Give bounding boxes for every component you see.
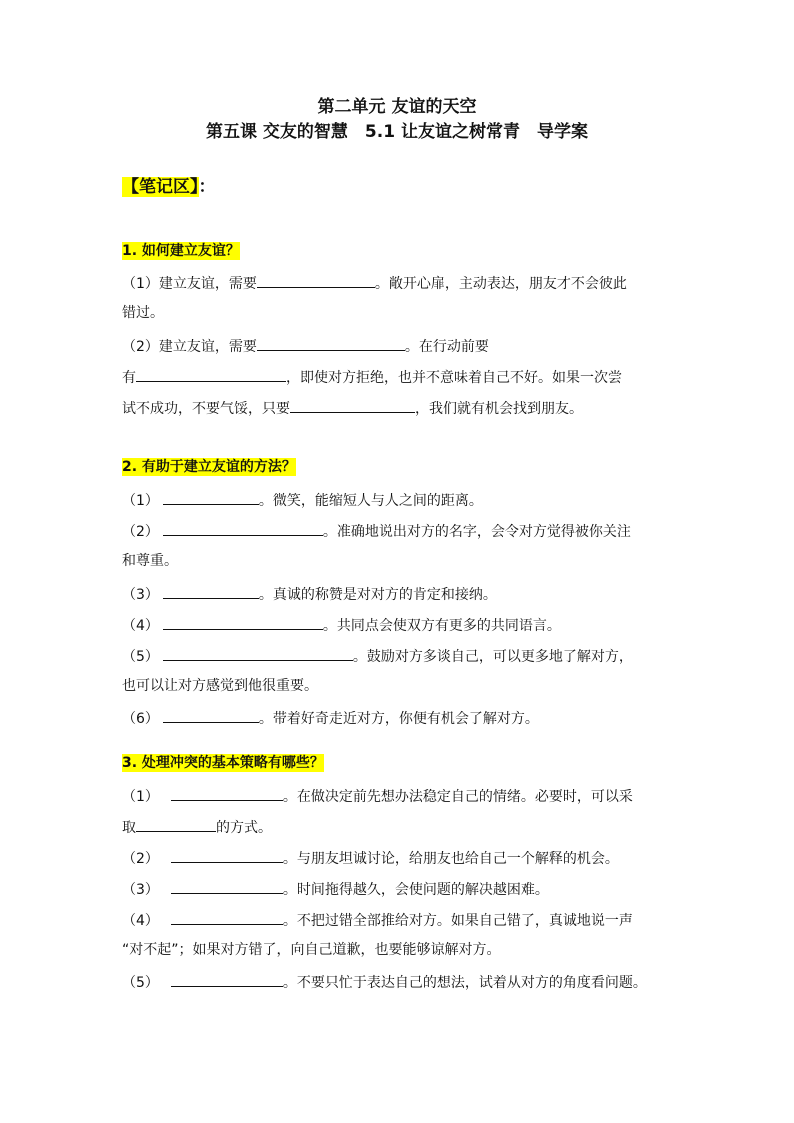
s3-item-1 (122, 786, 682, 806)
unit-title: 第二单元 友谊的天空 (317, 97, 477, 117)
s1-text: ，即使对方拒绝，也并不意味着自己不好。如果一次尝 (286, 370, 622, 386)
item-number: （5） (122, 649, 159, 665)
item-text: 取 (122, 820, 136, 836)
s2-item-5-cont: 也可以让对方感觉到他很重要。 (122, 678, 318, 694)
item-number: （1） (122, 789, 159, 805)
answer-blank[interactable] (136, 817, 216, 832)
notes-label: 【笔记区】 (122, 177, 199, 197)
s1-line-4 (122, 367, 682, 387)
answer-blank[interactable] (163, 646, 353, 661)
section-1-title: 1. 如何建立友谊？ (122, 243, 240, 259)
item-text: 。微笑，能缩短人与人之间的距离。 (258, 493, 483, 509)
s1-line-5 (122, 398, 682, 418)
item-text: 。鼓励对方多谈自己，可以更多地了解对方， (352, 649, 633, 665)
s1-text: 有 (122, 370, 136, 386)
item-number: （3） (122, 587, 159, 603)
s2-item-3 (122, 584, 682, 604)
answer-blank[interactable] (163, 584, 259, 599)
answer-blank[interactable] (171, 848, 283, 863)
s3-item-2 (122, 848, 682, 868)
item-number: （3） (122, 882, 159, 898)
answer-blank[interactable] (171, 910, 283, 925)
answer-blank[interactable] (171, 972, 283, 987)
s2-item-6 (122, 708, 682, 728)
item-number: （4） (122, 618, 159, 634)
item-text: 的方式。 (216, 820, 272, 836)
answer-blank[interactable] (163, 521, 323, 536)
item-number: （1） (122, 493, 159, 509)
lesson-title: 第五课 交友的智慧 5.1 让友谊之树常青 导学案 (206, 122, 588, 142)
answer-blank[interactable] (163, 490, 259, 505)
s2-item-4 (122, 615, 682, 635)
s1-text: 试不成功，不要气馁，只要 (122, 401, 290, 417)
answer-blank[interactable] (163, 708, 259, 723)
answer-blank[interactable] (171, 786, 283, 801)
answer-blank[interactable] (257, 336, 405, 351)
s2-item-2-cont: 和尊重。 (122, 553, 178, 569)
s3-item-4-cont: “对不起”；如果对方错了，向自己道歉，也要能够谅解对方。 (122, 942, 501, 958)
item-text: 。准确地说出对方的名字，会令对方觉得被你关注 (322, 524, 631, 540)
answer-blank[interactable] (257, 273, 375, 288)
notes-colon: ： (198, 177, 216, 197)
s2-item-5 (122, 646, 682, 666)
item-text: 。共同点会使双方有更多的共同语言。 (322, 618, 561, 634)
s1-line-1 (122, 273, 682, 293)
answer-blank[interactable] (171, 879, 283, 894)
s1-text: 。敞开心扉，主动表达，朋友才不会彼此 (374, 276, 627, 292)
s3-item-1-cont (122, 817, 682, 837)
s2-item-2 (122, 521, 682, 541)
s1-line-2: 错过。 (122, 305, 164, 321)
item-text: 。与朋友坦诚讨论，给朋友也给自己一个解释的机会。 (282, 851, 619, 867)
item-text: 。带着好奇走近对方，你便有机会了解对方。 (258, 711, 539, 727)
s1-text: 。在行动前要 (404, 339, 489, 355)
item-text: 。不把过错全部推给对方。如果自己错了，真诚地说一声 (282, 913, 633, 929)
s3-item-4 (122, 910, 682, 930)
answer-blank[interactable] (290, 398, 415, 413)
s1-text: （2）建立友谊，需要 (122, 339, 257, 355)
notes-heading (122, 176, 216, 198)
section-2-title: 2. 有助于建立友谊的方法？ (122, 459, 296, 475)
s1-text: （1）建立友谊，需要 (122, 276, 257, 292)
s2-item-1 (122, 490, 682, 510)
answer-blank[interactable] (136, 367, 286, 382)
item-text: 。不要只忙于表达自己的想法，试着从对方的角度看问题。 (282, 975, 647, 991)
s1-line-3 (122, 336, 682, 356)
item-text: 。真诚的称赞是对对方的肯定和接纳。 (258, 587, 497, 603)
item-number: （6） (122, 711, 159, 727)
answer-blank[interactable] (163, 615, 323, 630)
section-3-title: 3. 处理冲突的基本策略有哪些？ (122, 755, 324, 771)
item-text: 。时间拖得越久，会使问题的解决越困难。 (282, 882, 549, 898)
item-number: （4） (122, 913, 159, 929)
item-number: （2） (122, 524, 159, 540)
s1-text: ，我们就有机会找到朋友。 (415, 401, 583, 417)
item-number: （5） (122, 975, 159, 991)
item-number: （2） (122, 851, 159, 867)
item-text: 。在做决定前先想办法稳定自己的情绪。必要时，可以采 (282, 789, 633, 805)
s3-item-3 (122, 879, 682, 899)
s3-item-5 (122, 972, 682, 992)
